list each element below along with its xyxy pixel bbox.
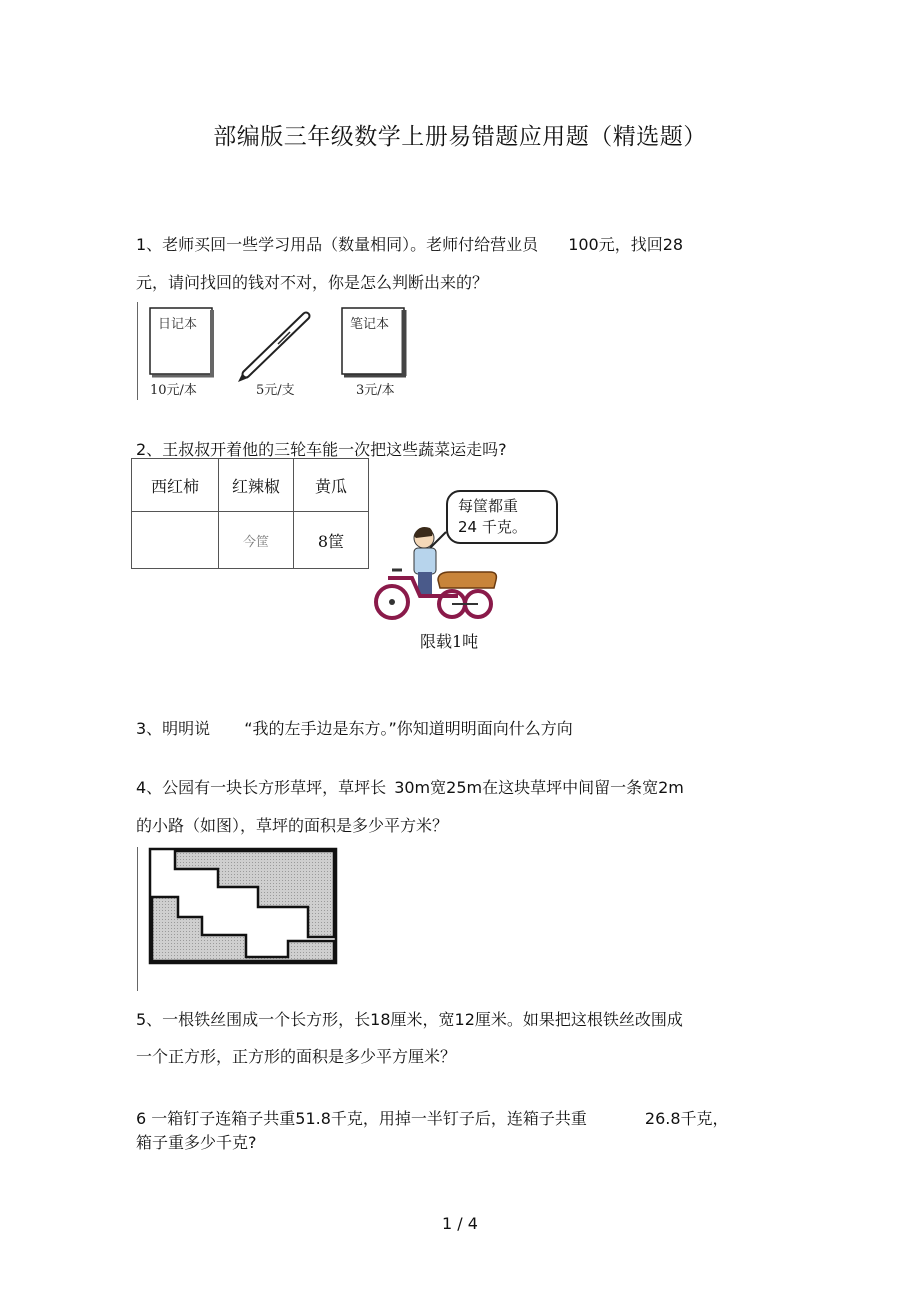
header-red-pepper: 红辣椒 [219,459,294,512]
page-number: 1 / 4 [442,1214,478,1233]
cell-cucumber: 8筐 [294,512,369,569]
pen-icon [238,316,306,382]
q2-text: 2、王叔叔开着他的三轮车能一次把这些蔬菜运走吗? [136,440,507,459]
header-tomato: 西红柿 [132,459,219,512]
lawn-figure-svg [138,847,340,991]
cell-red-pepper: 今筐 [219,512,294,569]
q1-text-a: 1、老师买回一些学习用品（数量相同）。老师付给营业员 [136,235,539,254]
q4-figure [137,847,340,991]
diary-cover-label: 日记本 [158,317,198,332]
header-cucumber: 黄瓜 [294,459,369,512]
notebook-icon [342,308,406,376]
q5-line2: 一个正方形，正方形的面积是多少平方厘米？ [136,1047,457,1066]
cell-tomato [132,512,219,569]
q3-text-a: 3、明明说 [136,719,211,738]
tricycle-illustration [368,520,508,625]
q1-figure [137,302,412,400]
q1-line1 [136,232,683,255]
notebook-cover-label: 笔记本 [350,317,390,332]
q6-text-b: 26.8千克， [644,1109,729,1128]
pen-price: 5元/支 [256,383,295,398]
cargo-icon [438,572,496,588]
load-limit-caption: 限载1吨 [420,632,479,651]
q1-line2: 元，请问找回的钱对不对，你是怎么判断出来的？ [136,273,489,292]
page-title: 部编版三年级数学上册易错题应用题（精选题） [213,124,707,150]
bubble-line-1: 每筐都重 [458,497,519,515]
q4-line2: 的小路（如图），草坪的面积是多少平方米？ [136,816,449,835]
diary-price: 10元/本 [150,383,197,398]
q4-line1 [136,775,684,798]
notebook-price: 3元/本 [356,383,395,398]
vegetable-table [131,458,369,569]
q1-figure-svg [138,302,412,400]
q3-line [136,716,573,739]
table-header-row [132,459,369,512]
q3-text-b: “我的左手边是东方。”你知道明明面向什么方向 [244,719,573,738]
diary-icon [150,308,214,376]
q1-text-b: 100元，找回28 [568,235,684,254]
q6-line1 [136,1106,729,1129]
q6-text-a: 6 一箱钉子连箱子共重51.8千克，用掉一半钉子后，连箱子共重 [136,1109,587,1128]
bubble-line-2: 24 千克。 [458,518,527,536]
driver-icon [414,527,436,594]
q6-line2: 箱子重多少千克? [136,1133,257,1152]
q4-text-b: 30m宽25m在这块草坪中间留一条宽2m [394,778,684,797]
q5-line1: 5、一根铁丝围成一个长方形，长18厘米，宽12厘米。如果把这根铁丝改围成 [136,1010,683,1029]
tricycle-svg [368,520,508,625]
q4-text-a: 4、公园有一块长方形草坪，草坪长 [136,778,387,797]
table-row [132,512,369,569]
